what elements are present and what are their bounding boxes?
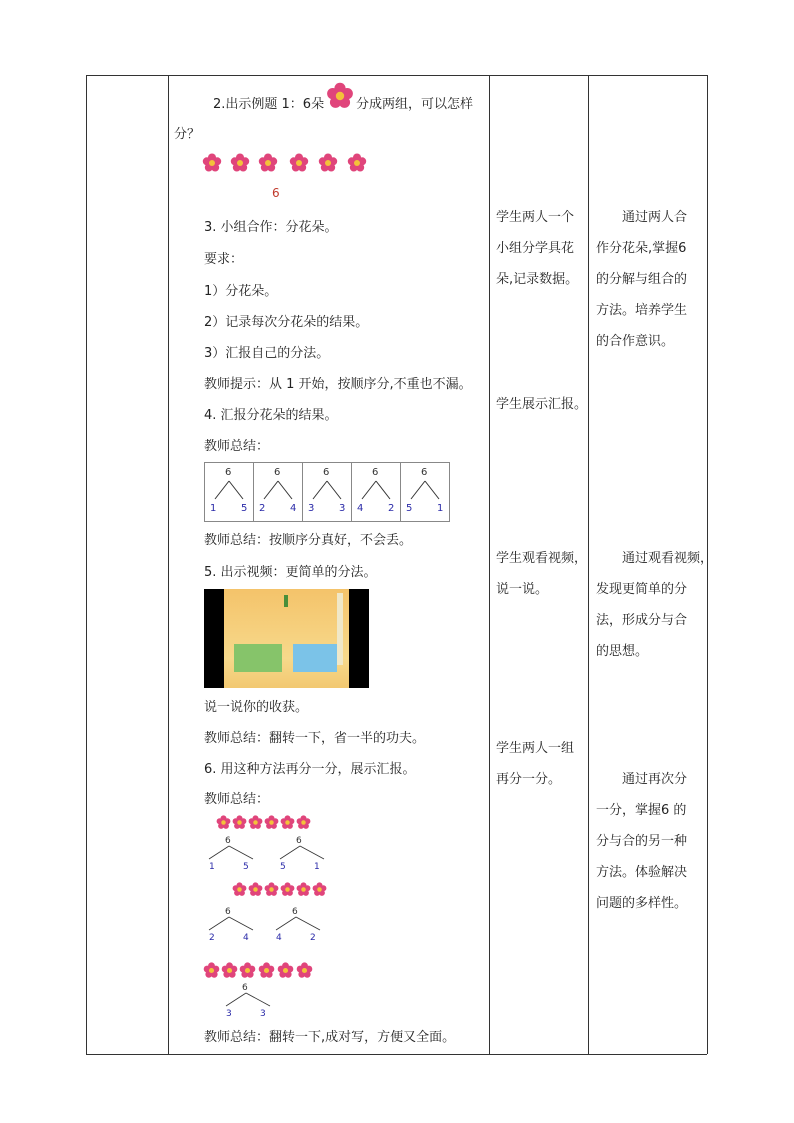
student-activity-1-line: 学生两人一个 — [496, 210, 575, 225]
flower-icon — [264, 882, 279, 897]
flower-icon — [277, 962, 294, 979]
split-cell — [254, 463, 303, 521]
flower-icon — [230, 153, 250, 173]
green-field — [234, 644, 282, 672]
table-divider-1 — [168, 75, 169, 1054]
requirement-2: 2）记录每次分花朵的结果。 — [204, 315, 369, 330]
flower-icon — [248, 815, 263, 830]
flower-icon — [347, 153, 367, 173]
design-intent-3-line: 问题的多样性。 — [596, 896, 688, 911]
student-activity-4-line: 再分一分。 — [496, 772, 562, 787]
video-caption: 说一说你的收获。 — [204, 700, 309, 715]
design-intent-1-line: 作分花朵,掌握6 — [596, 241, 687, 256]
flower-icon — [258, 153, 278, 173]
split-cell — [303, 463, 352, 521]
flower-icon — [312, 882, 327, 897]
design-intent-2-line: 发现更简单的分 — [596, 582, 688, 597]
student-activity-4-line: 学生两人一组 — [496, 741, 575, 756]
design-intent-3-line: 分与合的另一种 — [596, 834, 688, 849]
item2-line2: 分？ — [174, 127, 201, 142]
summary4-title: 教师总结： — [204, 792, 270, 807]
flower-icon — [264, 815, 279, 830]
flower-icon — [232, 815, 247, 830]
design-intent-2-line: 通过观看视频， — [622, 551, 714, 566]
summary1-title: 教师总结： — [204, 439, 270, 454]
design-intent-3-line: 一分，掌握6 的 — [596, 803, 687, 818]
split-part-left: 3 — [308, 503, 315, 514]
requirements-title: 要求： — [204, 252, 244, 267]
requirement-1: 1）分花朵。 — [204, 284, 278, 299]
tree-part-left: 1 — [209, 862, 215, 872]
side-panel — [337, 593, 343, 665]
tree-part-right: 5 — [243, 862, 249, 872]
table-top-border — [86, 75, 707, 76]
video-thumbnail[interactable] — [204, 589, 369, 688]
flower-icon — [258, 962, 275, 979]
number-marker — [284, 595, 288, 607]
split-part-right: 4 — [290, 503, 297, 514]
student-activity-1-line: 小组分学具花 — [496, 241, 575, 256]
tree-part-right: 2 — [310, 933, 316, 943]
design-intent-2-line: 法，形成分与合 — [596, 613, 688, 628]
split-part-left: 1 — [210, 503, 217, 514]
design-intent-2-line: 的思想。 — [596, 644, 649, 659]
flower-icon — [221, 962, 238, 979]
summary5: 教师总结：翻转一下,成对写，方便又全面。 — [204, 1030, 456, 1045]
flower-icon — [248, 882, 263, 897]
tree-total: 6 — [225, 907, 231, 917]
flower-count-label: 6 — [272, 186, 280, 200]
student-activity-1-line: 朵,记录数据。 — [496, 272, 579, 287]
tree-part-left: 5 — [280, 862, 286, 872]
table-divider-2 — [489, 75, 490, 1054]
flower-icon — [280, 882, 295, 897]
tree-part-right: 1 — [314, 862, 320, 872]
summary3: 教师总结：翻转一下，省一半的功夫。 — [204, 731, 426, 746]
tree-part-right: 4 — [243, 933, 249, 943]
table-bottom-border — [86, 1054, 707, 1055]
table-border-left — [86, 75, 87, 1054]
flower-icon — [318, 153, 338, 173]
video-frame — [224, 589, 349, 688]
split-part-right: 3 — [339, 503, 346, 514]
table-divider-3 — [588, 75, 589, 1054]
tree-part-left: 3 — [226, 1009, 232, 1019]
item4: 4. 汇报分花朵的结果。 — [204, 408, 338, 423]
tree-total: 6 — [242, 983, 248, 993]
student-activity-3-line: 说一说。 — [496, 582, 549, 597]
tree-part-left: 2 — [209, 933, 215, 943]
split-cell — [205, 463, 254, 521]
flower-icon — [296, 882, 311, 897]
flower-icon — [296, 962, 313, 979]
flower-icon — [216, 815, 231, 830]
split-part-left: 5 — [406, 503, 413, 514]
design-intent-1-line: 的分解与组合的 — [596, 272, 688, 287]
tree-total: 6 — [225, 836, 231, 846]
flower-icon — [326, 82, 354, 110]
split-part-left: 4 — [357, 503, 364, 514]
item3: 3. 小组合作：分花朵。 — [204, 220, 338, 235]
split-total: 6 — [225, 467, 232, 478]
split-total: 6 — [323, 467, 330, 478]
split-total: 6 — [421, 467, 428, 478]
student-activity-2-line: 学生展示汇报。 — [496, 397, 588, 412]
flower-icon — [203, 962, 220, 979]
student-activity-3-line: 学生观看视频， — [496, 551, 588, 566]
requirement-3: 3）汇报自己的分法。 — [204, 346, 330, 361]
flower-icon — [289, 153, 309, 173]
item2-prefix: 2.出示例题 1：6朵 — [213, 97, 325, 112]
item2-suffix: 分成两组，可以怎样 — [356, 97, 474, 112]
flower-icon — [202, 153, 222, 173]
design-intent-1-line: 的合作意识。 — [596, 334, 675, 349]
flower-icon — [280, 815, 295, 830]
split-total: 6 — [274, 467, 281, 478]
tree-total: 6 — [292, 907, 298, 917]
split-part-right: 5 — [241, 503, 248, 514]
flower-icon — [232, 882, 247, 897]
split-total: 6 — [372, 467, 379, 478]
split-part-right: 2 — [388, 503, 395, 514]
split-cell — [401, 463, 449, 521]
flower-icon — [239, 962, 256, 979]
split-part-right: 1 — [437, 503, 444, 514]
design-intent-3-line: 方法。体验解决 — [596, 865, 688, 880]
blue-field — [293, 644, 337, 672]
flower-icon — [296, 815, 311, 830]
design-intent-3-line: 通过再次分 — [622, 772, 688, 787]
item6: 6. 用这种方法再分一分，展示汇报。 — [204, 762, 416, 777]
teacher-hint: 教师提示：从 1 开始，按顺序分,不重也不漏。 — [204, 377, 472, 392]
tree-part-right: 3 — [260, 1009, 266, 1019]
split-part-left: 2 — [259, 503, 266, 514]
item5: 5. 出示视频：更简单的分法。 — [204, 565, 377, 580]
summary2: 教师总结：按顺序分真好，不会丢。 — [204, 533, 413, 548]
split-cell — [352, 463, 401, 521]
tree-total: 6 — [296, 836, 302, 846]
tree-part-left: 4 — [276, 933, 282, 943]
design-intent-1-line: 方法。培养学生 — [596, 303, 688, 318]
design-intent-1-line: 通过两人合 — [622, 210, 688, 225]
split-diagram-row — [204, 462, 450, 522]
